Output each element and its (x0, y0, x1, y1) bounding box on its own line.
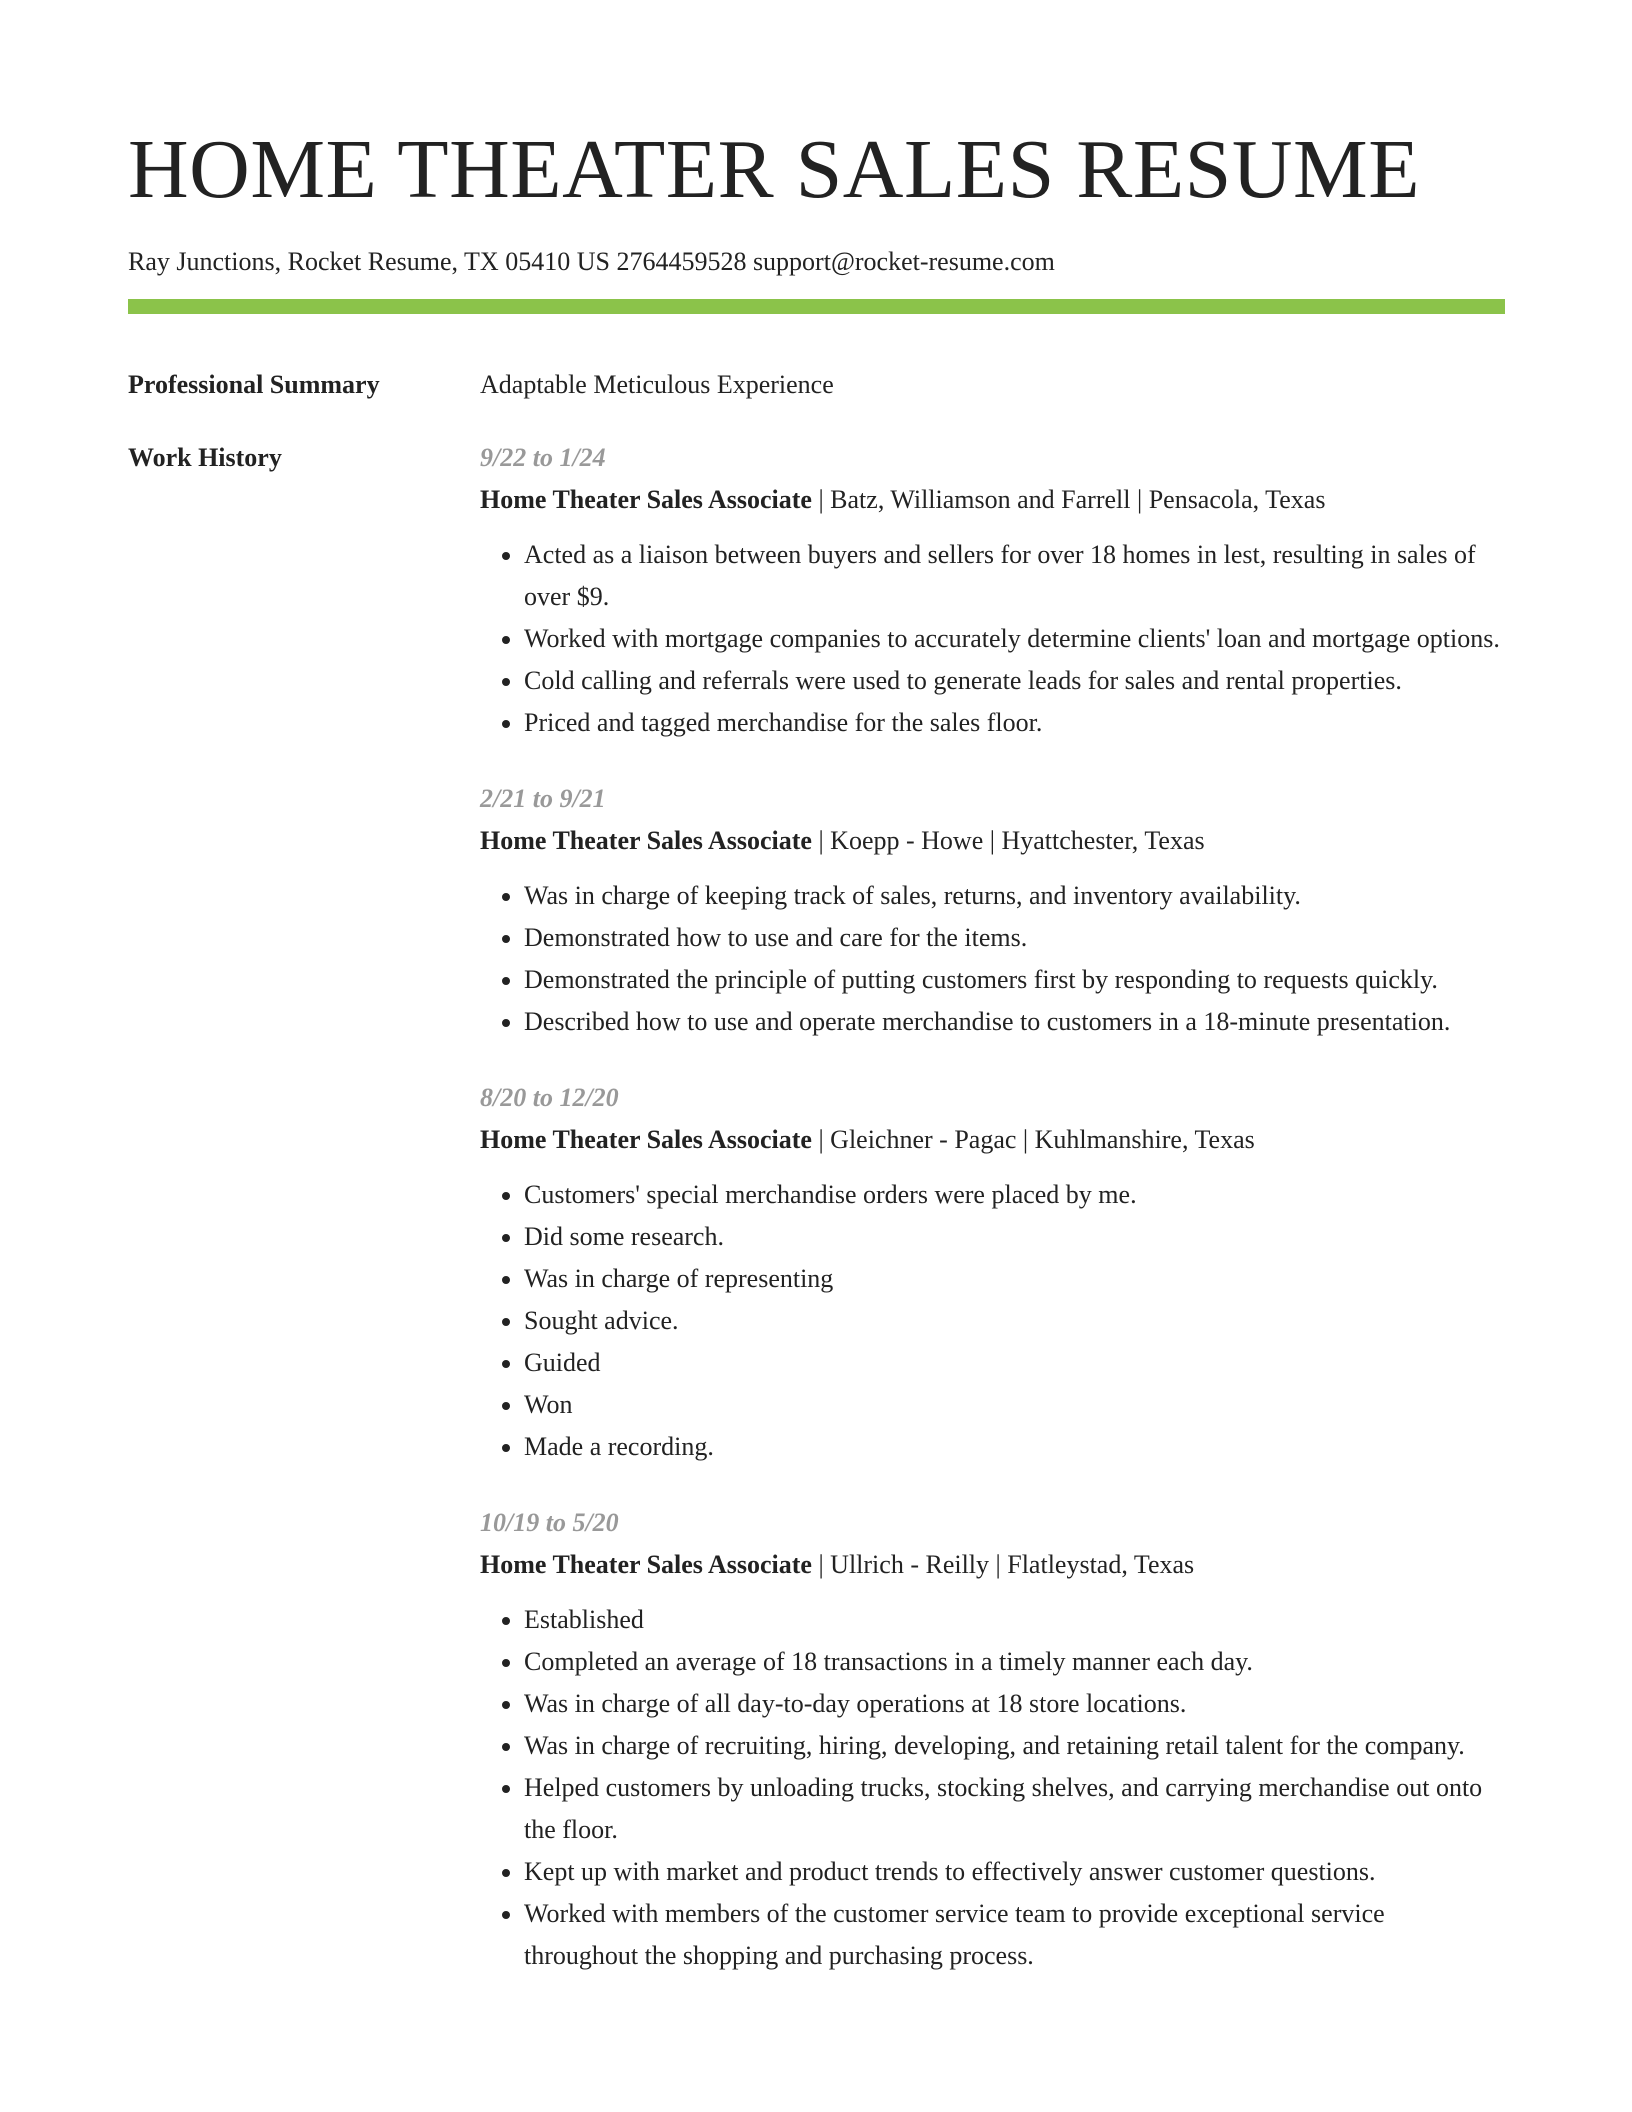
job-bullet: • Was in charge of representing (524, 1258, 1505, 1300)
job-list (480, 442, 1505, 2016)
job-company: Koepp - Howe (830, 826, 984, 855)
contact-line: Ray Junctions, Rocket Resume, TX 05410 US 2764459528 support@rocket-resume.com (128, 247, 1055, 276)
job-entry (480, 1082, 1505, 1468)
job-separator: | (811, 485, 831, 514)
job-location: Hyattchester, Texas (1001, 826, 1205, 855)
work-history-section (128, 442, 1505, 2016)
job-bullet-list (480, 875, 1505, 1043)
job-dates: 2/21 to 9/21 (480, 784, 606, 813)
job-title: Home Theater Sales Associate (480, 826, 812, 855)
job-title: Home Theater Sales Associate (480, 1550, 812, 1579)
job-bullet: • Guided (524, 1342, 1505, 1384)
job-bullet: • Described how to use and operate merchandise to customers in a 18-minute presentation. (524, 1001, 1505, 1043)
job-dates: 8/20 to 12/20 (480, 1083, 619, 1112)
job-bullet: • Established (524, 1599, 1505, 1641)
job-dates: 10/19 to 5/20 (480, 1508, 619, 1537)
job-bullet: • Was in charge of keeping track of sales, returns, and inventory availability. (524, 875, 1505, 917)
professional-summary-section (128, 369, 1505, 401)
job-bullet: • Sought advice. (524, 1300, 1505, 1342)
job-separator: | (989, 1550, 1008, 1579)
job-separator: | (811, 1125, 831, 1154)
job-separator: | (1130, 485, 1149, 514)
job-separator: | (983, 826, 1002, 855)
job-separator: | (811, 1550, 831, 1579)
job-bullet: • Worked with mortgage companies to accurately determine clients' loan and mortgage options. (524, 618, 1505, 660)
job-bullet: • Made a recording. (524, 1426, 1505, 1468)
job-bullet: • Cold calling and referrals were used to generate leads for sales and rental properties. (524, 660, 1505, 702)
job-bullet: • Customers' special merchandise orders were placed by me. (524, 1174, 1505, 1216)
job-bullet: • Kept up with market and product trends to effectively answer customer questions. (524, 1851, 1505, 1893)
section-label-work-history: Work History (128, 443, 282, 472)
job-title: Home Theater Sales Associate (480, 485, 812, 514)
job-entry (480, 783, 1505, 1043)
resume-title: HOME THEATER SALES RESUME (128, 123, 1421, 216)
job-location: Kuhlmanshire, Texas (1034, 1125, 1255, 1154)
resume-page (128, 0, 1505, 2016)
job-bullet-list (480, 534, 1505, 744)
job-company: Ullrich - Reilly (830, 1550, 990, 1579)
job-heading (480, 1124, 1505, 1156)
job-separator: | (1016, 1125, 1035, 1154)
job-title: Home Theater Sales Associate (480, 1125, 812, 1154)
job-dates: 9/22 to 1/24 (480, 443, 606, 472)
job-heading (480, 1549, 1505, 1581)
job-separator: | (811, 826, 831, 855)
job-entry (480, 442, 1505, 744)
job-heading (480, 825, 1505, 857)
job-location: Pensacola, Texas (1148, 485, 1326, 514)
summary-text: Adaptable Meticulous Experience (480, 370, 834, 399)
job-company: Batz, Williamson and Farrell (830, 485, 1131, 514)
job-bullet: • Demonstrated how to use and care for the items. (524, 917, 1505, 959)
job-entry (480, 1507, 1505, 1977)
job-bullet: • Won (524, 1384, 1505, 1426)
job-bullet: • Was in charge of all day-to-day operations at 18 store locations. (524, 1683, 1505, 1725)
job-bullet: • Completed an average of 18 transactions in a timely manner each day. (524, 1641, 1505, 1683)
job-location: Flatleystad, Texas (1007, 1550, 1195, 1579)
job-bullet: • Acted as a liaison between buyers and sellers for over 18 homes in lest, resulting in sales of over $9. (524, 534, 1505, 618)
section-label-summary: Professional Summary (128, 370, 380, 399)
job-bullet: • Was in charge of recruiting, hiring, developing, and retaining retail talent for the company. (524, 1725, 1505, 1767)
job-bullet: • Demonstrated the principle of putting customers first by responding to requests quickly. (524, 959, 1505, 1001)
header-divider (128, 299, 1505, 314)
job-bullet: • Worked with members of the customer service team to provide exceptional service throughout the shopping and purchasing process. (524, 1893, 1505, 1977)
job-company: Gleichner - Pagac (830, 1125, 1017, 1154)
job-bullet: • Priced and tagged merchandise for the sales floor. (524, 702, 1505, 744)
job-bullet: • Helped customers by unloading trucks, stocking shelves, and carrying merchandise out onto the floor. (524, 1767, 1505, 1851)
job-bullet-list (480, 1599, 1505, 1977)
job-bullet: • Did some research. (524, 1216, 1505, 1258)
job-bullet-list (480, 1174, 1505, 1468)
job-heading (480, 484, 1505, 516)
